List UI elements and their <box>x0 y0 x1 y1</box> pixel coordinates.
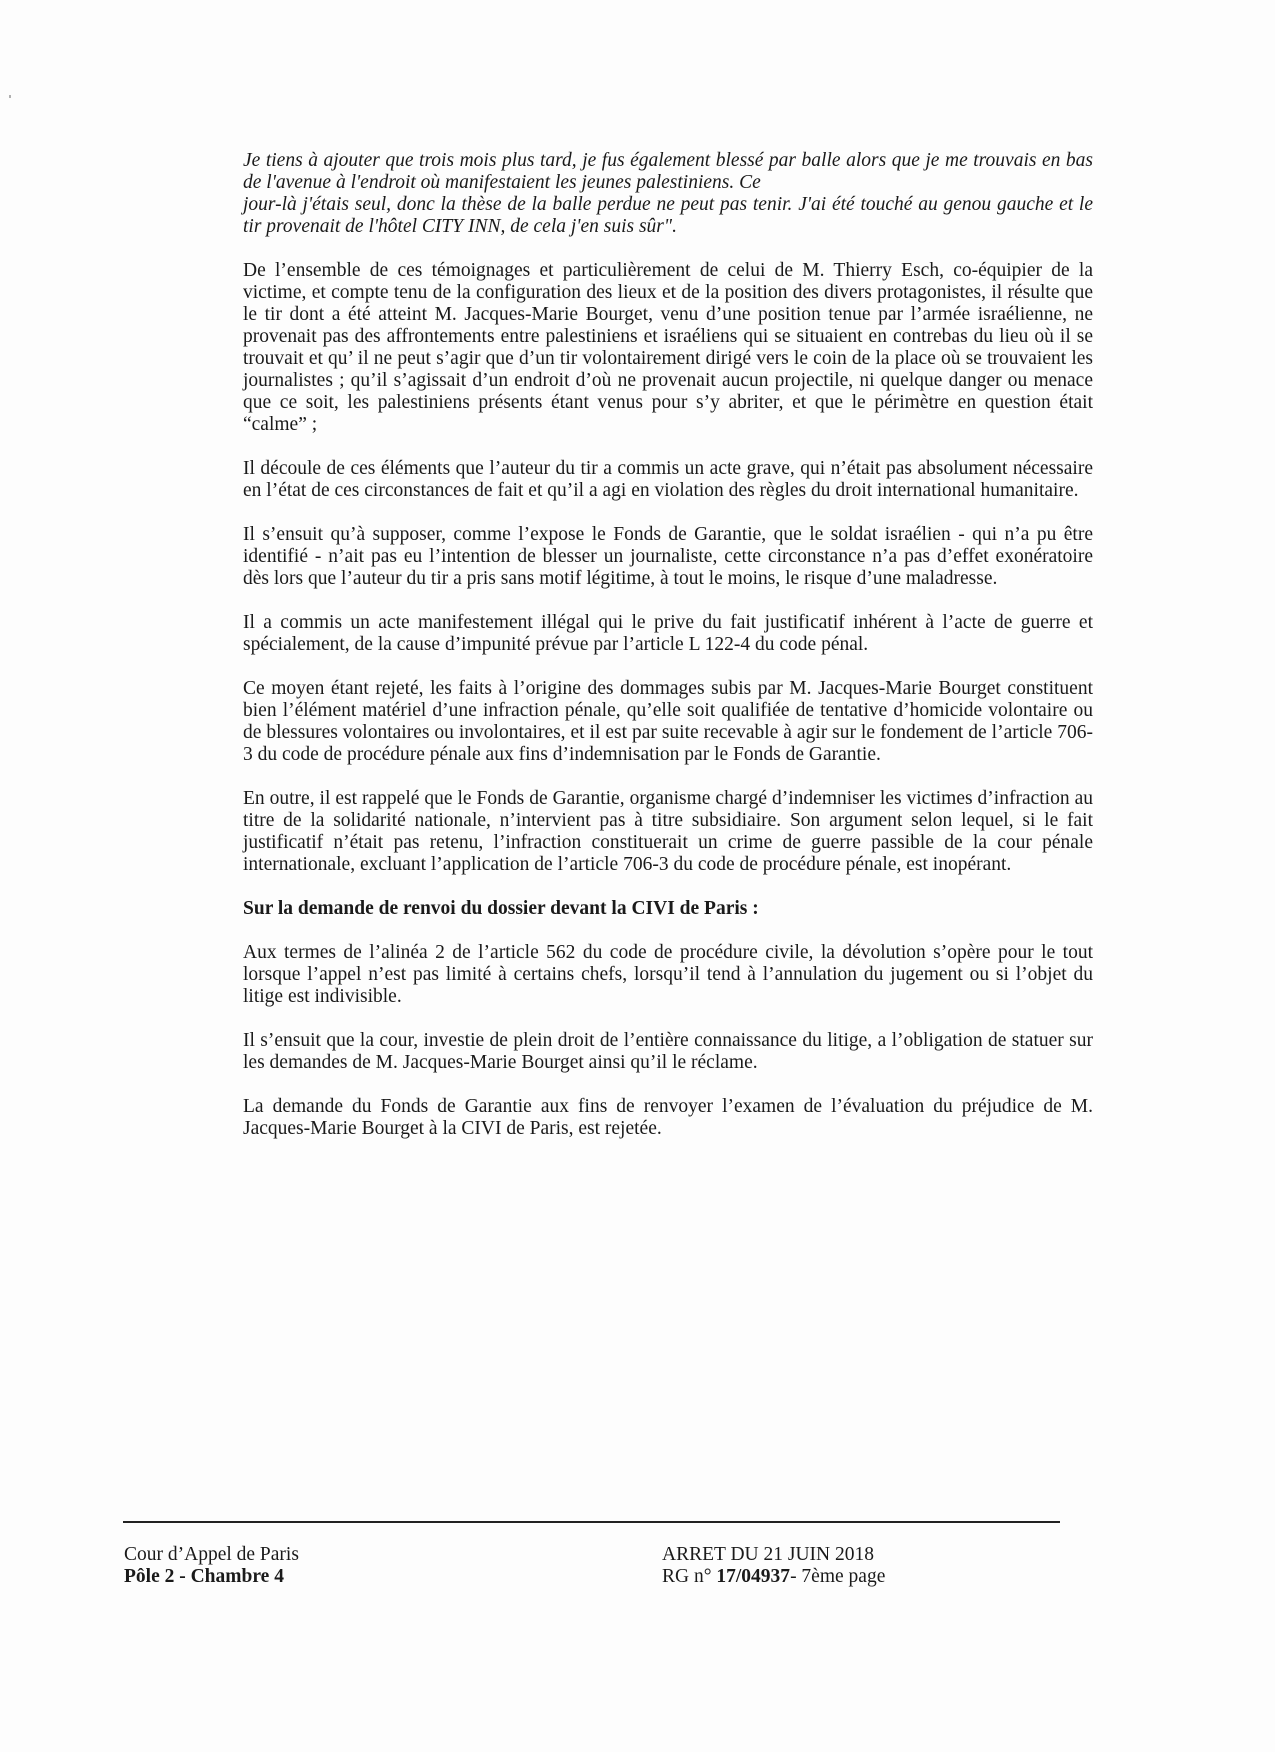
scan-speck <box>9 95 11 98</box>
quote-line: Je tiens à ajouter que trois mois plus tard, je fus également blessé par balle alors que je me trouvais en bas de l'avenue à l'endroit où manifestaient les jeunes palestiniens. Ce <box>243 150 1093 193</box>
footer-rg-line <box>662 1566 885 1588</box>
paragraph: Il découle de ces éléments que l’auteur du tir a commis un acte grave, qui n’était pas absolument nécessaire en l’état de ces circonstances de fait et qu’il a agi en violation des règles du droit international humanitaire. <box>243 458 1093 501</box>
paragraph: De l’ensemble de ces témoignages et particulièrement de celui de M. Thierry Esch, co-équipier de la victime, et compte tenu de la configuration des lieux et de la position des divers protagonistes, il résulte que le tir dont a été atteint M. Jacques-Marie Bourget, venu d’une position tenue par l’armée israélienne, ne provenait pas des affrontements entre palestiniens et israéliens qui se situaient en contrebas du lieu où il se trouvait et qu’ il ne peut s’agir que d’un tir volontairement dirigé vers le coin de la place où se trouvaient les journalistes ; qu’il s’agissait d’un endroit d’où ne provenait aucun projectile, ni quelque danger ou menace que ce soit, les palestiniens présents étant venus pour s’y abriter, et que le périmètre en question était “calme” ; <box>243 260 1093 435</box>
footer-divider <box>123 1521 1060 1523</box>
paragraph: En outre, il est rappelé que le Fonds de Garantie, organisme chargé d’indemniser les victimes d’infraction au titre de la solidarité nationale, n’intervient pas à titre subsidiaire. Son argument selon lequel, si le fait justificatif n’était pas retenu, l’infraction constituerait un crime de guerre passible de la cour pénale internationale, excluant l’application de l’article 706-3 du code de procédure pénale, est inopérant. <box>243 788 1093 875</box>
footer-chamber: Pôle 2 - Chambre 4 <box>124 1566 284 1587</box>
witness-quote <box>243 150 1093 238</box>
paragraph: Il s’ensuit que la cour, investie de plein droit de l’entière connaissance du litige, a l’obligation de statuer sur les demandes de M. Jacques-Marie Bourget ainsi qu’il le réclame. <box>243 1030 1093 1073</box>
paragraph: Ce moyen étant rejeté, les faits à l’origine des dommages subis par M. Jacques-Marie Bourget constituent bien l’élément matériel d’une infraction pénale, qu’elle soit qualifiée de tentative d’homicide volontaire ou de blessures volontaires ou involontaires, et il est par suite recevable à agir sur le fondement de l’article 706-3 du code de procédure pénale aux fins d’indemnisation par le Fonds de Garantie. <box>243 678 1093 765</box>
document-body <box>243 150 1093 1162</box>
footer-arret-date: ARRET DU 21 JUIN 2018 <box>662 1544 874 1565</box>
paragraph: La demande du Fonds de Garantie aux fins de renvoyer l’examen de l’évaluation du préjudice de M. Jacques-Marie Bourget à la CIVI de Paris, est rejetée. <box>243 1096 1093 1139</box>
footer-case-info <box>662 1544 885 1588</box>
paragraph: Aux termes de l’alinéa 2 de l’article 562 du code de procédure civile, la dévolution s’opère pour le tout lorsque l’appel n’est pas limité à certains chefs, lorsqu’il tend à l’annulation du jugement ou si l’objet du litige est indivisible. <box>243 942 1093 1007</box>
footer-page-label: - 7ème page <box>790 1566 886 1587</box>
footer-rg-number: 17/04937 <box>716 1566 791 1587</box>
paragraph: Il s’ensuit qu’à supposer, comme l’expose le Fonds de Garantie, que le soldat israélien - qui n’a pu être identifié - n’ait pas eu l’intention de blesser un journaliste, cette circonstance n’a pas d’effet exonératoire dès lors que l’auteur du tir a pris sans motif légitime, à tout le moins, le risque d’une maladresse. <box>243 524 1093 589</box>
footer-rg-prefix: RG n° <box>662 1566 717 1587</box>
paragraph: Il a commis un acte manifestement illégal qui le prive du fait justificatif inhérent à l’acte de guerre et spécialement, de la cause d’impunité prévue par l’article L 122-4 du code pénal. <box>243 612 1093 655</box>
footer-court-name: Cour d’Appel de Paris <box>124 1544 299 1565</box>
footer-court-info <box>124 1544 299 1588</box>
section-heading: Sur la demande de renvoi du dossier devant la CIVI de Paris : <box>243 898 759 919</box>
quote-line: jour-là j'étais seul, donc la thèse de la balle perdue ne peut pas tenir. J'ai été touché au genou gauche et le tir provenait de l'hôtel CITY INN, de cela j'en suis sûr". <box>243 194 1093 237</box>
